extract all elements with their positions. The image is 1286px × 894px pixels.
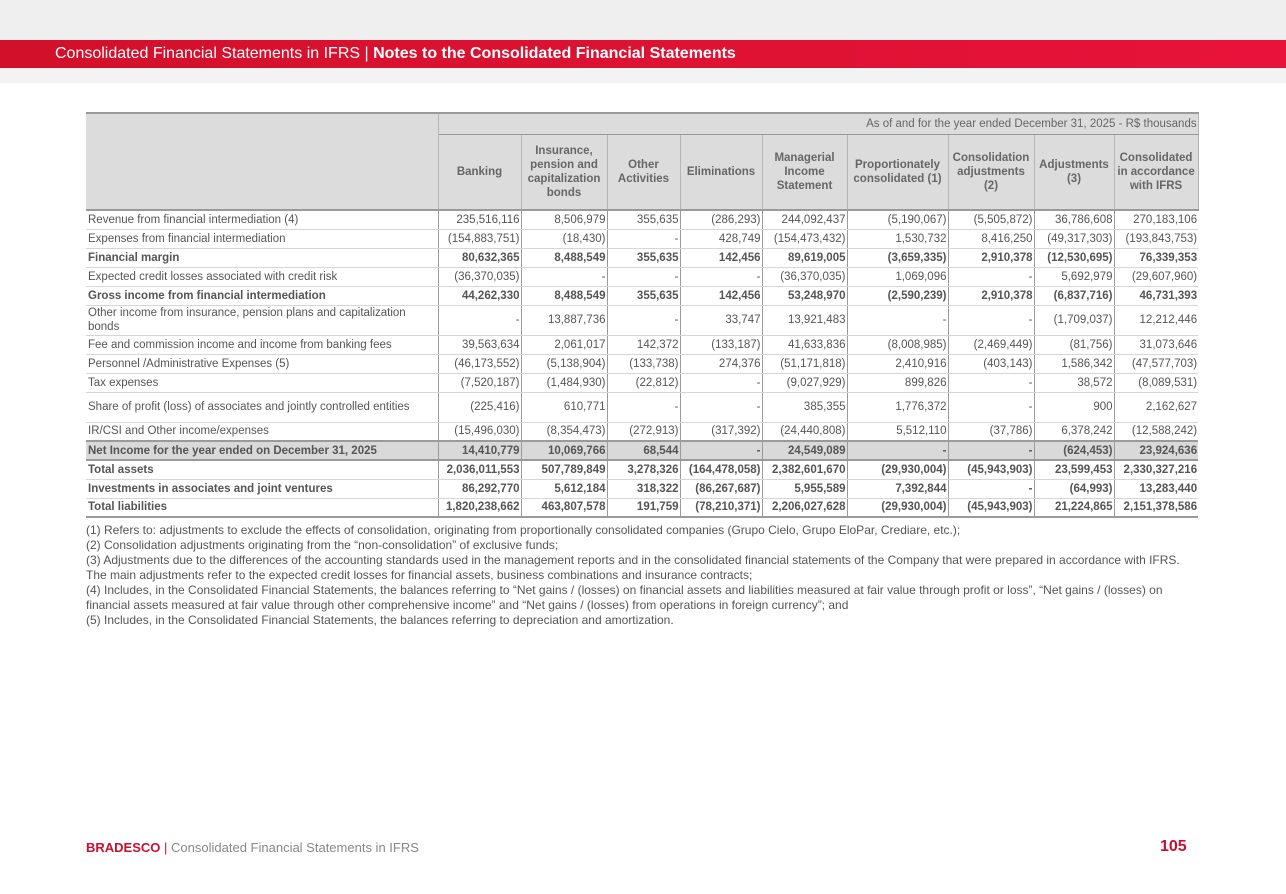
footnote: (3) Adjustments due to the differences of the accounting standards used in the management reports and in the consolidated financial statements of the Company that were prepared in accordance with IFRS. The main adjustments refer to the expected credit losses for financial assets, business combinations and insurance contracts; — [86, 553, 1180, 582]
row-label: Expected credit losses associated with credit risk — [86, 267, 438, 286]
value-cell: 270,183,106 — [1114, 210, 1198, 229]
value-cell: 2,151,378,586 — [1114, 498, 1198, 517]
value-cell: 5,692,979 — [1034, 267, 1114, 286]
value-cell: 33,747 — [680, 305, 762, 335]
table-row — [86, 498, 1198, 517]
financial-segment-table — [86, 112, 1199, 518]
value-cell: (133,187) — [680, 335, 762, 354]
row-label: Total assets — [86, 460, 438, 479]
value-cell: 274,376 — [680, 354, 762, 373]
value-cell: 610,771 — [521, 392, 607, 422]
value-cell: 1,530,732 — [847, 229, 948, 248]
value-cell: - — [607, 305, 680, 335]
value-cell: 244,092,437 — [762, 210, 847, 229]
value-cell: (37,786) — [948, 422, 1034, 441]
value-cell: 46,731,393 — [1114, 286, 1198, 305]
table-row — [86, 286, 1198, 305]
value-cell: (1,484,930) — [521, 373, 607, 392]
value-cell: 80,632,365 — [438, 248, 521, 267]
column-header: Banking — [438, 135, 521, 211]
page-header — [0, 40, 1286, 68]
value-cell: 86,292,770 — [438, 479, 521, 498]
value-cell: (624,453) — [1034, 441, 1114, 460]
value-cell: (8,354,473) — [521, 422, 607, 441]
value-cell: 21,224,865 — [1034, 498, 1114, 517]
value-cell: 5,512,110 — [847, 422, 948, 441]
value-cell: 39,563,634 — [438, 335, 521, 354]
value-cell: 1,776,372 — [847, 392, 948, 422]
footer-separator: | — [164, 840, 168, 855]
value-cell: 53,248,970 — [762, 286, 847, 305]
table-row — [86, 441, 1198, 460]
value-cell: 3,278,326 — [607, 460, 680, 479]
value-cell: - — [680, 392, 762, 422]
value-cell: (7,520,187) — [438, 373, 521, 392]
value-cell: 5,955,589 — [762, 479, 847, 498]
column-header: Insurance, pension and capitalization bonds — [521, 135, 607, 211]
value-cell: 428,749 — [680, 229, 762, 248]
value-cell: 142,456 — [680, 286, 762, 305]
value-cell: 2,410,916 — [847, 354, 948, 373]
value-cell: (154,883,751) — [438, 229, 521, 248]
column-header: Proportionately consolidated (1) — [847, 135, 948, 211]
value-cell: (133,738) — [607, 354, 680, 373]
value-cell: (286,293) — [680, 210, 762, 229]
footnote: (4) Includes, in the Consolidated Financial Statements, the balances referring to “Net gains / (losses) on financial assets and liabilities measured at fair value through profit or loss”, “Net gains / (losses) on financial assets measured at fair value through other comprehensive income” and “Net gains / (losses) from operations in foreign currency”; and — [86, 583, 1163, 612]
value-cell: (9,027,929) — [762, 373, 847, 392]
value-cell: (193,843,753) — [1114, 229, 1198, 248]
value-cell: (164,478,058) — [680, 460, 762, 479]
value-cell: 8,416,250 — [948, 229, 1034, 248]
row-label: Fee and commission income and income from banking fees — [86, 335, 438, 354]
value-cell: 318,322 — [607, 479, 680, 498]
footer-brand-name: BRADESCO — [86, 840, 161, 855]
value-cell: 463,807,578 — [521, 498, 607, 517]
value-cell: 142,456 — [680, 248, 762, 267]
column-header: Managerial Income Statement — [762, 135, 847, 211]
table-row — [86, 210, 1198, 229]
value-cell: 13,887,736 — [521, 305, 607, 335]
top-margin-band — [0, 0, 1286, 40]
row-label: Other income from insurance, pension plans and capitalization bonds — [86, 305, 438, 335]
value-cell: 23,599,453 — [1034, 460, 1114, 479]
header-sub-band — [0, 68, 1286, 83]
value-cell: - — [847, 305, 948, 335]
value-cell: 89,619,005 — [762, 248, 847, 267]
value-cell: (29,930,004) — [847, 460, 948, 479]
value-cell: - — [948, 441, 1034, 460]
table-row — [86, 373, 1198, 392]
row-label: Total liabilities — [86, 498, 438, 517]
value-cell: (29,607,960) — [1114, 267, 1198, 286]
value-cell: 10,069,766 — [521, 441, 607, 460]
value-cell: (86,267,687) — [680, 479, 762, 498]
value-cell: - — [680, 441, 762, 460]
value-cell: 1,586,342 — [1034, 354, 1114, 373]
header-title-bold: Notes to the Consolidated Financial Statements — [373, 45, 736, 62]
value-cell: 13,921,483 — [762, 305, 847, 335]
value-cell: (78,210,371) — [680, 498, 762, 517]
value-cell: (47,577,703) — [1114, 354, 1198, 373]
value-cell: (6,837,716) — [1034, 286, 1114, 305]
value-cell: - — [607, 392, 680, 422]
value-cell: - — [607, 267, 680, 286]
value-cell: (8,089,531) — [1114, 373, 1198, 392]
row-label: Share of profit (loss) of associates and jointly controlled entities — [86, 392, 438, 422]
row-label: Revenue from financial intermediation (4) — [86, 210, 438, 229]
row-label: Gross income from financial intermediation — [86, 286, 438, 305]
value-cell: 2,061,017 — [521, 335, 607, 354]
value-cell: - — [847, 441, 948, 460]
value-cell: (45,943,903) — [948, 460, 1034, 479]
value-cell: 355,635 — [607, 286, 680, 305]
value-cell: 23,924,636 — [1114, 441, 1198, 460]
value-cell: 36,786,608 — [1034, 210, 1114, 229]
value-cell: (403,143) — [948, 354, 1034, 373]
table-row — [86, 460, 1198, 479]
row-label: Tax expenses — [86, 373, 438, 392]
value-cell: 41,633,836 — [762, 335, 847, 354]
value-cell: 2,910,378 — [948, 286, 1034, 305]
value-cell: - — [948, 373, 1034, 392]
value-cell: 899,826 — [847, 373, 948, 392]
table-row — [86, 248, 1198, 267]
page-number: 105 — [1160, 838, 1187, 855]
value-cell: (154,473,432) — [762, 229, 847, 248]
value-cell: (12,530,695) — [1034, 248, 1114, 267]
table-row — [86, 392, 1198, 422]
value-cell: (12,588,242) — [1114, 422, 1198, 441]
value-cell: 2,206,027,628 — [762, 498, 847, 517]
column-header: Adjustments (3) — [1034, 135, 1114, 211]
value-cell: 2,036,011,553 — [438, 460, 521, 479]
table-row — [86, 305, 1198, 335]
value-cell: 2,382,601,670 — [762, 460, 847, 479]
value-cell: 68,544 — [607, 441, 680, 460]
value-cell: 2,162,627 — [1114, 392, 1198, 422]
footnote: (2) Consolidation adjustments originating from the “non-consolidation” of exclusive funds; — [86, 538, 559, 552]
value-cell: (46,173,552) — [438, 354, 521, 373]
value-cell: 2,330,327,216 — [1114, 460, 1198, 479]
value-cell: - — [438, 305, 521, 335]
row-label: Investments in associates and joint ventures — [86, 479, 438, 498]
value-cell: 5,612,184 — [521, 479, 607, 498]
value-cell: 12,212,446 — [1114, 305, 1198, 335]
row-label: Personnel /Administrative Expenses (5) — [86, 354, 438, 373]
value-cell: (272,913) — [607, 422, 680, 441]
value-cell: - — [680, 267, 762, 286]
value-cell: (22,812) — [607, 373, 680, 392]
value-cell: (5,505,872) — [948, 210, 1034, 229]
value-cell: (49,317,303) — [1034, 229, 1114, 248]
value-cell: (36,370,035) — [762, 267, 847, 286]
value-cell: (3,659,335) — [847, 248, 948, 267]
value-cell: - — [607, 229, 680, 248]
value-cell: (51,171,818) — [762, 354, 847, 373]
value-cell: (15,496,030) — [438, 422, 521, 441]
header-title-regular: Consolidated Financial Statements in IFRS | — [55, 45, 369, 62]
value-cell: 13,283,440 — [1114, 479, 1198, 498]
value-cell: (18,430) — [521, 229, 607, 248]
value-cell: - — [948, 392, 1034, 422]
value-cell: (45,943,903) — [948, 498, 1034, 517]
value-cell: 24,549,089 — [762, 441, 847, 460]
value-cell: (5,138,904) — [521, 354, 607, 373]
period-label: As of and for the year ended December 31, 2025 - R$ thousands — [438, 113, 1198, 135]
value-cell: 8,488,549 — [521, 286, 607, 305]
value-cell: (24,440,808) — [762, 422, 847, 441]
value-cell: 2,910,378 — [948, 248, 1034, 267]
value-cell: (5,190,067) — [847, 210, 948, 229]
value-cell: 31,073,646 — [1114, 335, 1198, 354]
value-cell: 191,759 — [607, 498, 680, 517]
value-cell: (8,008,985) — [847, 335, 948, 354]
footnote: (1) Refers to: adjustments to exclude the effects of consolidation, originating from proportionally consolidated companies (Grupo Cielo, Grupo EloPar, Crediare, etc.); — [86, 523, 961, 537]
footnote: (5) Includes, in the Consolidated Financial Statements, the balances referring to depreciation and amortization. — [86, 613, 674, 627]
value-cell: 14,410,779 — [438, 441, 521, 460]
value-cell: (2,590,239) — [847, 286, 948, 305]
value-cell: (29,930,004) — [847, 498, 948, 517]
value-cell: (36,370,035) — [438, 267, 521, 286]
column-header: Other Activities — [607, 135, 680, 211]
value-cell: - — [680, 373, 762, 392]
value-cell: 8,488,549 — [521, 248, 607, 267]
value-cell: - — [521, 267, 607, 286]
row-label: Financial margin — [86, 248, 438, 267]
value-cell: 76,339,353 — [1114, 248, 1198, 267]
value-cell: (1,709,037) — [1034, 305, 1114, 335]
table-row — [86, 335, 1198, 354]
value-cell: 8,506,979 — [521, 210, 607, 229]
value-cell: 1,069,096 — [847, 267, 948, 286]
table-row — [86, 267, 1198, 286]
value-cell: (2,469,449) — [948, 335, 1034, 354]
table-corner-cell — [86, 113, 438, 210]
value-cell: (225,416) — [438, 392, 521, 422]
row-label: Expenses from financial intermediation — [86, 229, 438, 248]
value-cell: 235,516,116 — [438, 210, 521, 229]
column-header: Eliminations — [680, 135, 762, 211]
value-cell: - — [948, 267, 1034, 286]
value-cell: (64,993) — [1034, 479, 1114, 498]
row-label: Net Income for the year ended on December 31, 2025 — [86, 441, 438, 460]
value-cell: 385,355 — [762, 392, 847, 422]
value-cell: 38,572 — [1034, 373, 1114, 392]
table-row — [86, 229, 1198, 248]
footnotes — [86, 523, 1202, 628]
footer-brand — [86, 840, 419, 856]
value-cell: (81,756) — [1034, 335, 1114, 354]
value-cell: 355,635 — [607, 210, 680, 229]
value-cell: 7,392,844 — [847, 479, 948, 498]
column-header: Consolidated in accordance with IFRS — [1114, 135, 1198, 211]
table-row — [86, 479, 1198, 498]
value-cell: (317,392) — [680, 422, 762, 441]
footer-document-title: Consolidated Financial Statements in IFRS — [171, 840, 419, 855]
value-cell: 6,378,242 — [1034, 422, 1114, 441]
row-label: IR/CSI and Other income/expenses — [86, 422, 438, 441]
value-cell: 507,789,849 — [521, 460, 607, 479]
table-row — [86, 422, 1198, 441]
value-cell: 355,635 — [607, 248, 680, 267]
table-row — [86, 354, 1198, 373]
column-header: Consolidation adjustments (2) — [948, 135, 1034, 211]
value-cell: - — [948, 479, 1034, 498]
value-cell: 900 — [1034, 392, 1114, 422]
value-cell: - — [948, 305, 1034, 335]
value-cell: 142,372 — [607, 335, 680, 354]
value-cell: 1,820,238,662 — [438, 498, 521, 517]
value-cell: 44,262,330 — [438, 286, 521, 305]
